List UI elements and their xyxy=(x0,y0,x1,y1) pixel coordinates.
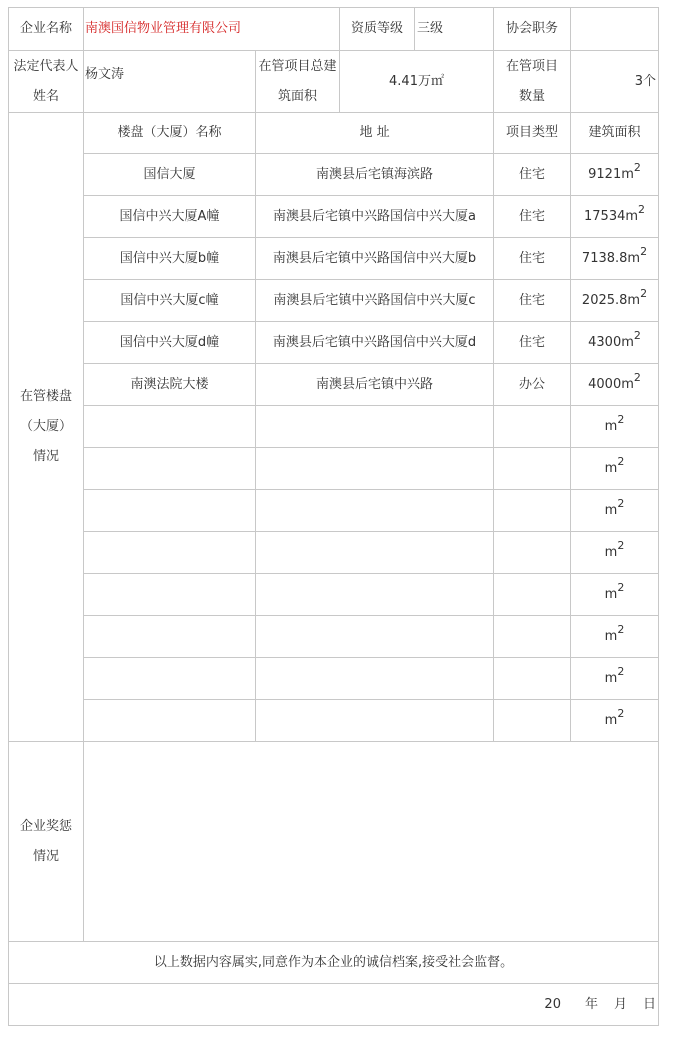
building-address: 南澳县后宅镇中兴路国信中兴大厦d xyxy=(256,322,494,364)
building-address xyxy=(256,406,494,448)
date-line xyxy=(9,984,659,1026)
enterprise-name-value: 南澳国信物业管理有限公司 xyxy=(84,8,340,51)
legal-rep-label: 法定代表人姓名 xyxy=(9,51,84,113)
association-label: 协会职务 xyxy=(494,8,571,51)
building-type xyxy=(494,700,571,742)
col-header-type: 项目类型 xyxy=(494,113,571,154)
table-row xyxy=(9,364,659,406)
legal-rep-value: 杨文涛 xyxy=(84,51,256,113)
awards-label: 企业奖惩情况 xyxy=(9,742,84,942)
building-type xyxy=(494,658,571,700)
declaration-text: 以上数据内容属实,同意作为本企业的诚信档案,接受社会监督。 xyxy=(9,942,659,984)
building-name xyxy=(84,406,256,448)
building-type xyxy=(494,490,571,532)
building-address: 南澳县后宅镇中兴路国信中兴大厦b xyxy=(256,238,494,280)
total-area-value: 4.41万㎡ xyxy=(340,51,494,113)
building-type: 住宅 xyxy=(494,280,571,322)
qualification-value: 三级 xyxy=(417,21,444,36)
col-header-address: 地 址 xyxy=(256,113,494,154)
date-year: 年 xyxy=(584,996,598,1012)
association-value xyxy=(571,8,659,51)
table-row xyxy=(9,448,659,490)
building-type xyxy=(494,448,571,490)
date-day: 日 xyxy=(643,996,657,1012)
building-area: $4300m^2$ xyxy=(571,322,659,364)
building-area: $9121m^2$ xyxy=(571,154,659,196)
building-area: $m^2$ xyxy=(571,406,659,448)
building-address: 南澳县后宅镇海滨路 xyxy=(256,154,494,196)
building-name: 国信中兴大厦A幢 xyxy=(84,196,256,238)
table-row xyxy=(9,238,659,280)
project-count-label: 在管项目数量 xyxy=(494,51,571,113)
building-address xyxy=(256,700,494,742)
table-row xyxy=(9,196,659,238)
building-area: $m^2$ xyxy=(571,574,659,616)
enterprise-credit-form xyxy=(8,7,659,1026)
building-type xyxy=(494,574,571,616)
table-row xyxy=(9,658,659,700)
table-row xyxy=(9,616,659,658)
building-name xyxy=(84,616,256,658)
building-area: $m^2$ xyxy=(571,448,659,490)
building-area: $7138.8m^2$ xyxy=(571,238,659,280)
table-row xyxy=(9,700,659,742)
building-name: 国信中兴大厦c幢 xyxy=(84,280,256,322)
building-type xyxy=(494,532,571,574)
building-name xyxy=(84,448,256,490)
building-name: 国信大厦 xyxy=(84,154,256,196)
table-row xyxy=(9,574,659,616)
building-type xyxy=(494,616,571,658)
building-type: 住宅 xyxy=(494,238,571,280)
table-row xyxy=(9,280,659,322)
building-name xyxy=(84,658,256,700)
table-row xyxy=(9,322,659,364)
building-address xyxy=(256,490,494,532)
building-address xyxy=(256,448,494,490)
building-name: 国信中兴大厦d幢 xyxy=(84,322,256,364)
building-type: 住宅 xyxy=(494,196,571,238)
building-type xyxy=(494,406,571,448)
building-area: $m^2$ xyxy=(571,490,659,532)
building-address xyxy=(256,574,494,616)
building-name xyxy=(84,574,256,616)
awards-value xyxy=(84,742,659,942)
table-row xyxy=(9,532,659,574)
table-row xyxy=(9,406,659,448)
building-type: 住宅 xyxy=(494,322,571,364)
building-area: $4000m^2$ xyxy=(571,364,659,406)
qualification-cell xyxy=(340,8,494,51)
building-address xyxy=(256,532,494,574)
date-year-prefix: 20 xyxy=(544,996,561,1012)
building-area: $2025.8m^2$ xyxy=(571,280,659,322)
col-header-area: 建筑面积 xyxy=(571,113,659,154)
building-name xyxy=(84,490,256,532)
date-month: 月 xyxy=(613,996,627,1012)
building-address: 南澳县后宅镇中兴路国信中兴大厦a xyxy=(256,196,494,238)
building-type: 住宅 xyxy=(494,154,571,196)
total-area-label: 在管项目总建筑面积 xyxy=(256,51,340,113)
qualification-label: 资质等级 xyxy=(340,8,415,50)
building-address xyxy=(256,616,494,658)
building-address: 南澳县后宅镇中兴路 xyxy=(256,364,494,406)
enterprise-name-label: 企业名称 xyxy=(9,8,84,51)
building-name: 南澳法院大楼 xyxy=(84,364,256,406)
building-area: $m^2$ xyxy=(571,532,659,574)
building-area: $m^2$ xyxy=(571,616,659,658)
building-area: $17534m^2$ xyxy=(571,196,659,238)
building-area: $m^2$ xyxy=(571,658,659,700)
project-count-value: 3个 xyxy=(571,51,659,113)
building-address xyxy=(256,658,494,700)
building-name xyxy=(84,700,256,742)
table-row xyxy=(9,154,659,196)
building-type: 办公 xyxy=(494,364,571,406)
building-area: $m^2$ xyxy=(571,700,659,742)
table-row xyxy=(9,490,659,532)
building-address: 南澳县后宅镇中兴路国信中兴大厦c xyxy=(256,280,494,322)
buildings-section-label: 在管楼盘（大厦）情况 xyxy=(9,113,84,742)
building-name xyxy=(84,532,256,574)
col-header-name: 楼盘（大厦）名称 xyxy=(84,113,256,154)
building-name: 国信中兴大厦b幢 xyxy=(84,238,256,280)
